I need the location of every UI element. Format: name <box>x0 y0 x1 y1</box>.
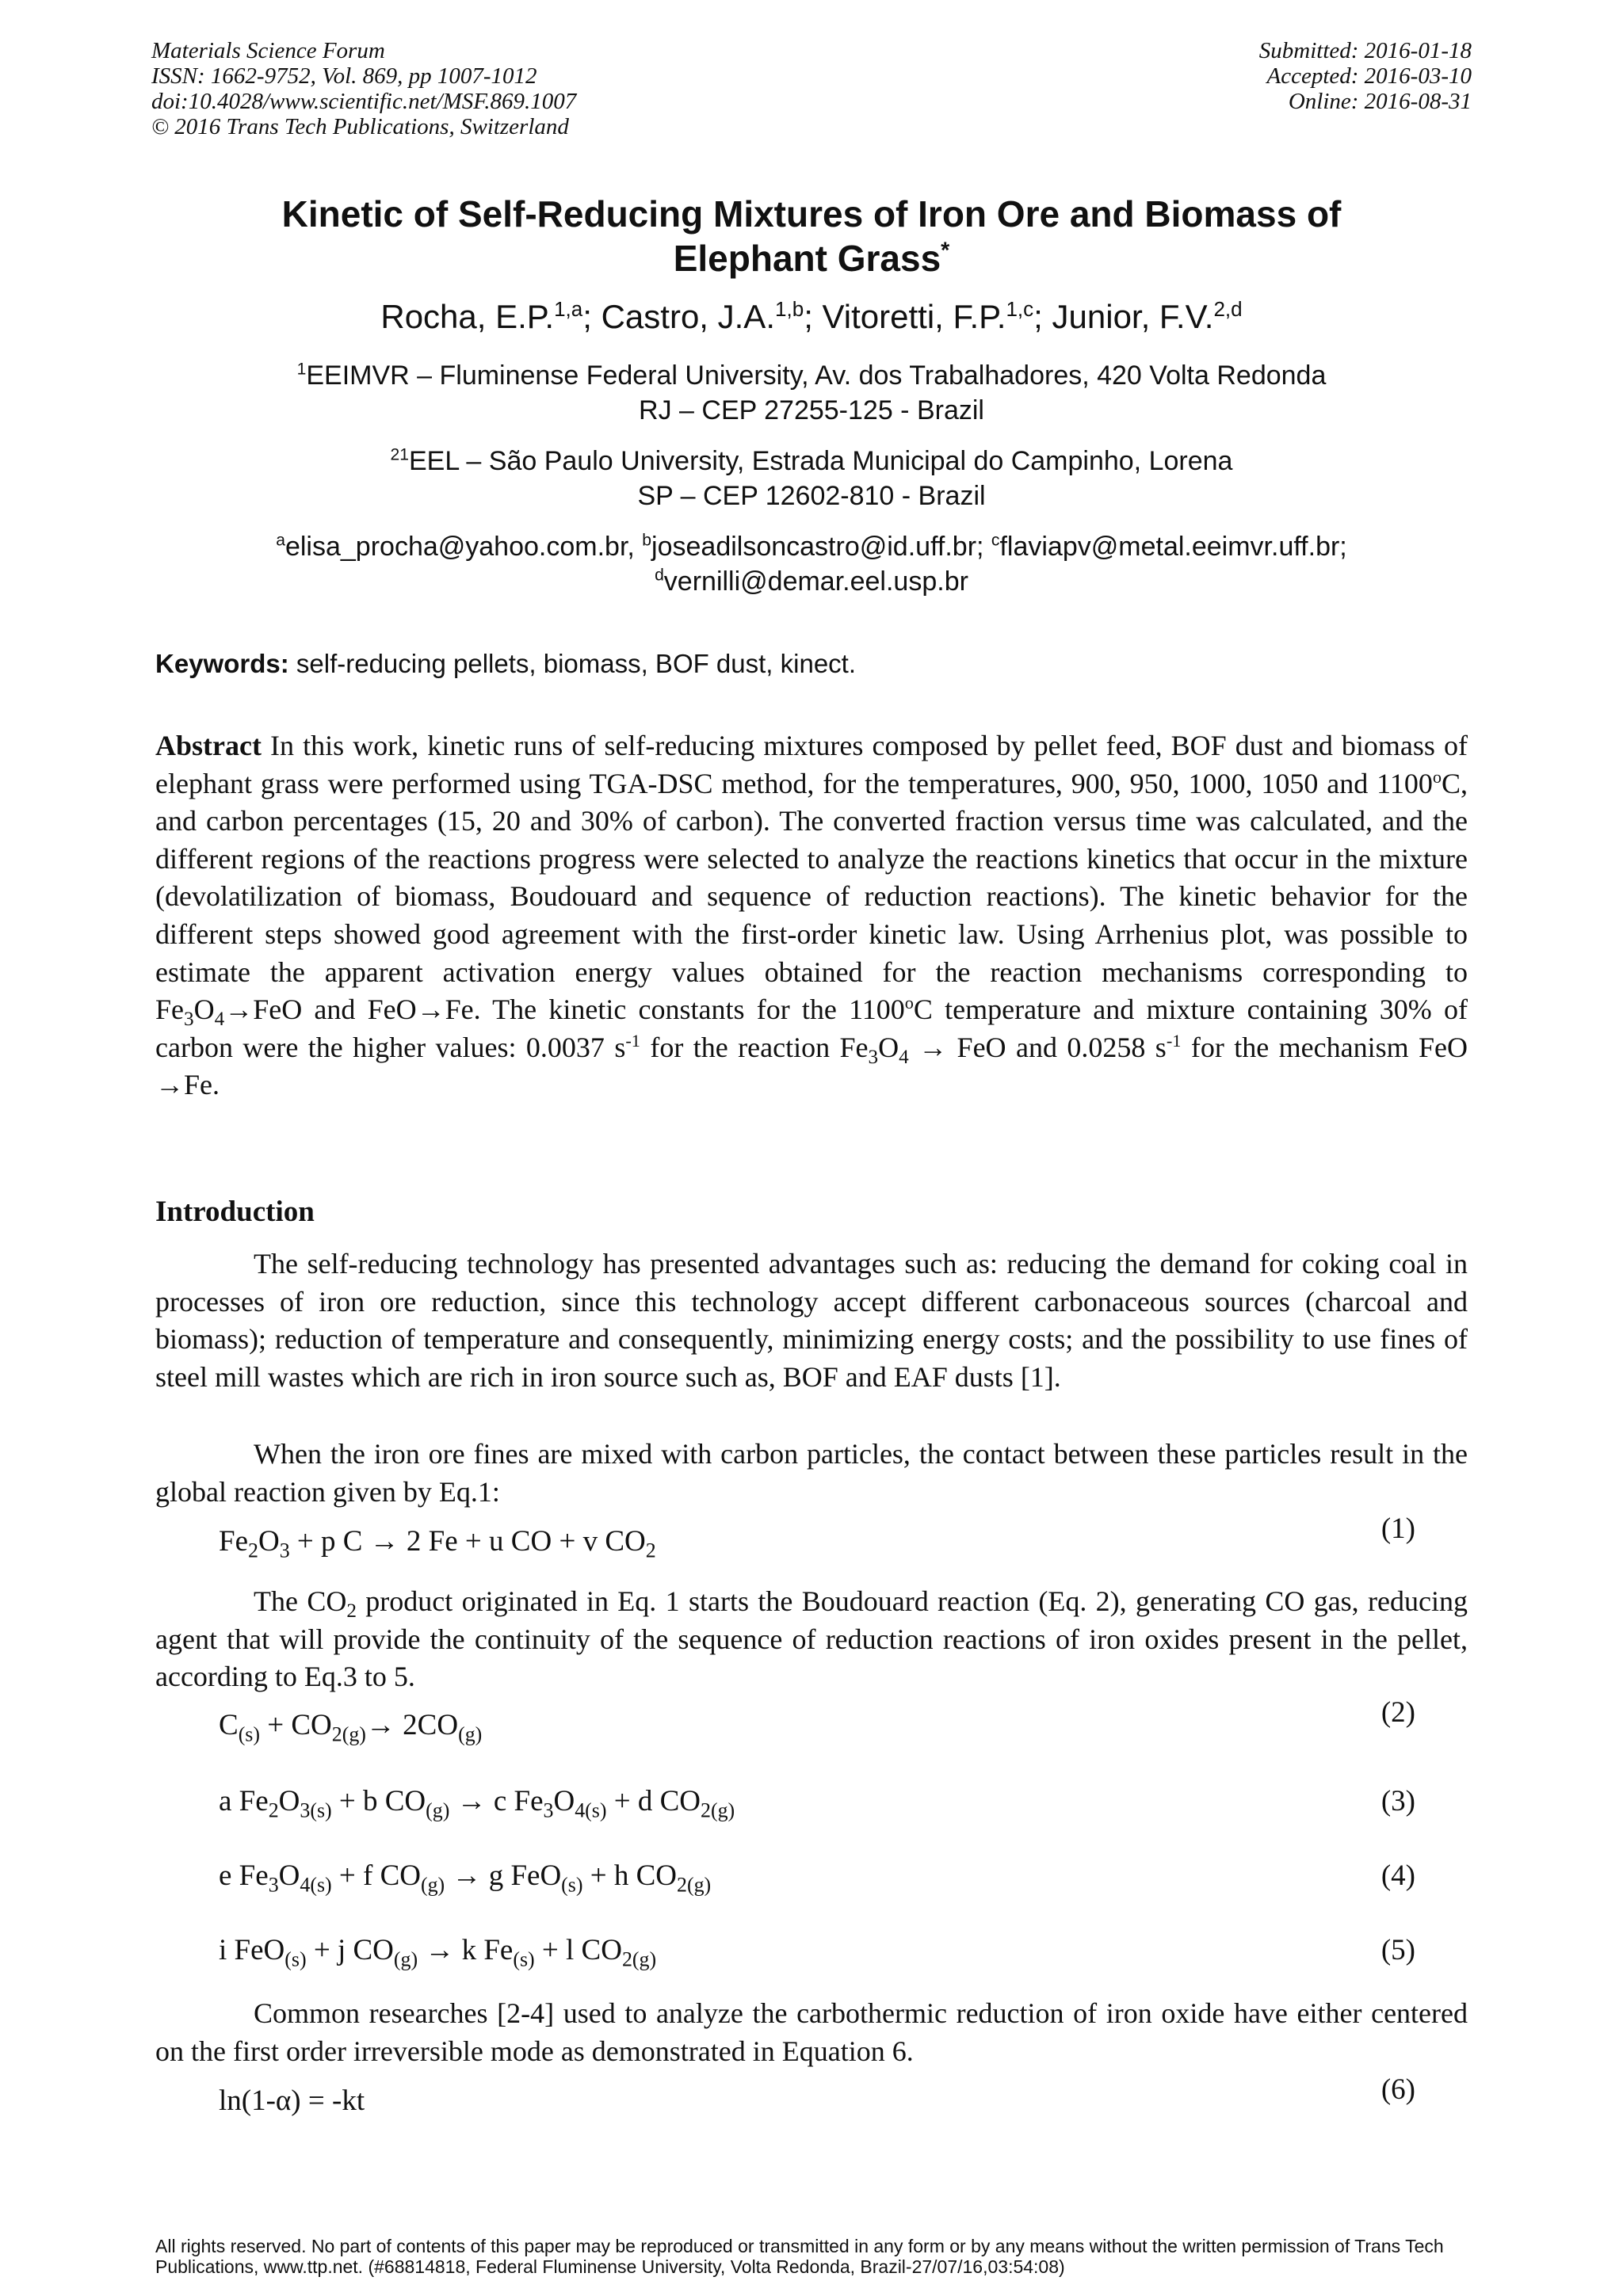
keywords <box>155 648 856 680</box>
author-emails: $^a$elisa_procha@yahoo.com.br, $^b$joseadilsoncastro@id.uff.br; $^c$flaviapv@metal.eeimvr.uff.br; $^d$vernilli@demar.eel.usp.br <box>276 531 1347 597</box>
email-link[interactable]: elisa_procha@yahoo.com.br, <box>285 532 643 562</box>
section-title-introduction: Introduction <box>155 1196 315 1228</box>
abstract: Abstract In this work, kinetic runs of self-reducing mixtures composed by pellet feed, BOF dust and biomass of elephant grass were performed using TGA-DSC method, for the temperatures, 900, 950, 1000, 1050 and 1100$^o$C, and carbon percentages (15, 20 and 30% of carbon). The converted fraction versus time was calculated, and the different regions of the reactions progress were selected to analyze the reactions kinetics that occur in the mixture (devolatilization of biomass, Boudouard and sequence of reduction reactions). The kinetic behavior for the different steps showed good agreement with the first-order kinetic law. Using Arrhenius plot, was possible to estimate the apparent activation energy values obtained for the reaction mechanisms corresponding to $Fe_3O_4\to FeO$ and FeO→Fe. The kinetic constants for the 1100$^o$C temperature and mixture containing 30% of carbon were the higher values: 0.0037 $s^{-1}$ for the reaction $Fe_3O_4$ → FeO and 0.0258 $s^{-1}$ for the mechanism FeO →Fe. <box>155 730 1468 1101</box>
copyright-footer: All rights reserved. No part of contents of this paper may be reproduced or transmitted in any form or by any means without the written permission of Trans Tech Publications, www.ttp.net. (#68814818, Federal Fluminense University, Volta Redonda, Brazil-27/07/16,03:54:08) <box>155 2236 1444 2277</box>
keywords-label: Keywords: <box>155 649 289 678</box>
equation-6: ln(1-α) = -kt <box>219 2084 365 2117</box>
equation-4: e $Fe_3O_{4(s)} + f$ $CO_{(g)} \to g$ FeO$_{(s)}$ + h $CO_{2(g)}$ <box>219 1859 712 1897</box>
author-list: Rocha, E.P.$^{1,a}$; Castro, J.A.$^{1,b}$; Vitoretti, F.P.$^{1,c}$; Junior, F.V.$^{2,d}$ <box>380 297 1243 335</box>
equation-number: (5) <box>1381 1934 1415 1966</box>
equation-number: (2) <box>1381 1696 1415 1729</box>
abstract-label: Abstract <box>155 730 262 761</box>
author: Junior, F.V. <box>1052 298 1214 335</box>
issn: ISSN: 1662-9752, Vol. 869, pp 1007-1012 <box>151 63 537 89</box>
journal-name: Materials Science Forum <box>151 38 385 63</box>
affiliation-2: $^{21}$EEL – São Paulo University, Estrada Municipal do Campinho, Lorena SP – CEP 12602-810 - Brazil <box>390 445 1233 511</box>
copyright: © 2016 Trans Tech Publications, Switzerland <box>151 114 569 139</box>
dates-header <box>1259 38 1472 114</box>
keywords-text: self-reducing pellets, biomass, BOF dust, kinect. <box>288 649 857 678</box>
equation-5: i FeO$_{(s)}$ + j $CO_{(g)} \to k$ $Fe_{(s)} + l$ $CO_{2(g)}$ <box>219 1934 657 1971</box>
journal-header <box>151 38 576 139</box>
title-line-2: Elephant Grass* <box>673 238 950 279</box>
online-date: Online: 2016-08-31 <box>1288 89 1472 114</box>
affiliation-1: $^1$EEIMVR – Fluminense Federal University, Av. dos Trabalhadores, 420 Volta Redonda RJ – CEP 27255-125 - Brazil <box>296 360 1327 425</box>
equation-3: a $Fe_2O_{3(s)} + b$ $CO_{(g)} \to c$ $Fe_3O_{4(s)} + d$ $CO_{2(g)}$ <box>219 1785 735 1822</box>
author: Vitoretti, F.P. <box>822 298 1006 335</box>
intro-paragraph-3: The $CO_2$ product originated in Eq. 1 starts the Boudouard reaction (Eq. 2), generating CO gas, reducing agent that will provide the continuity of the sequence of reduction reactions of iron oxides present in the pellet, according to Eq.3 to 5. <box>155 1585 1468 1693</box>
equation-number: (1) <box>1381 1512 1415 1545</box>
email-link[interactable]: vernilli@demar.eel.usp.br <box>663 566 968 597</box>
equation-number: (4) <box>1381 1859 1415 1892</box>
intro-paragraph-1: The self-reducing technology has presented advantages such as: reducing the demand for coking coal in processes of iron ore reduction, since this technology accept different carbonaceous sources (charcoal and biomass); reduction of temperature and consequently, minimizing energy costs; and the possibility to use fines of steel mill wastes which are rich in iron source such as, BOF and EAF dusts [1]. <box>155 1248 1468 1393</box>
accepted-date: Accepted: 2016-03-10 <box>1266 63 1472 89</box>
intro-paragraph-4: Common researches [2-4] used to analyze the carbothermic reduction of iron oxide have either centered on the first order irreversible mode as demonstrated in Equation 6. <box>155 1997 1468 2067</box>
title-line-1: Kinetic of Self-Reducing Mixtures of Iron Ore and Biomass of <box>281 193 1342 235</box>
equation-1: $Fe_2O_3 + p$ C → 2 Fe + u CO + v $CO_2$ <box>219 1525 656 1562</box>
email-link[interactable]: joseadilsoncastro@id.uff.br; <box>651 532 991 562</box>
paper-title <box>151 192 1472 280</box>
title-footnote-mark: * <box>941 238 950 264</box>
doi: doi:10.4028/www.scientific.net/MSF.869.1007 <box>151 89 577 114</box>
equation-number: (3) <box>1381 1785 1415 1817</box>
author: Castro, J.A. <box>601 298 775 335</box>
submitted-date: Submitted: 2016-01-18 <box>1258 38 1472 63</box>
email-link[interactable]: flaviapv@metal.eeimvr.uff.br; <box>999 532 1347 562</box>
equation-number: (6) <box>1381 2073 1415 2106</box>
author: Rocha, E.P. <box>380 298 555 335</box>
equation-2: $C_{(s)} + CO_{2(g)}\to 2CO_{(g)}$ <box>219 1709 483 1746</box>
intro-paragraph-2: When the iron ore fines are mixed with carbon particles, the contact between these particles result in the global reaction given by Eq.1: <box>155 1438 1468 1508</box>
